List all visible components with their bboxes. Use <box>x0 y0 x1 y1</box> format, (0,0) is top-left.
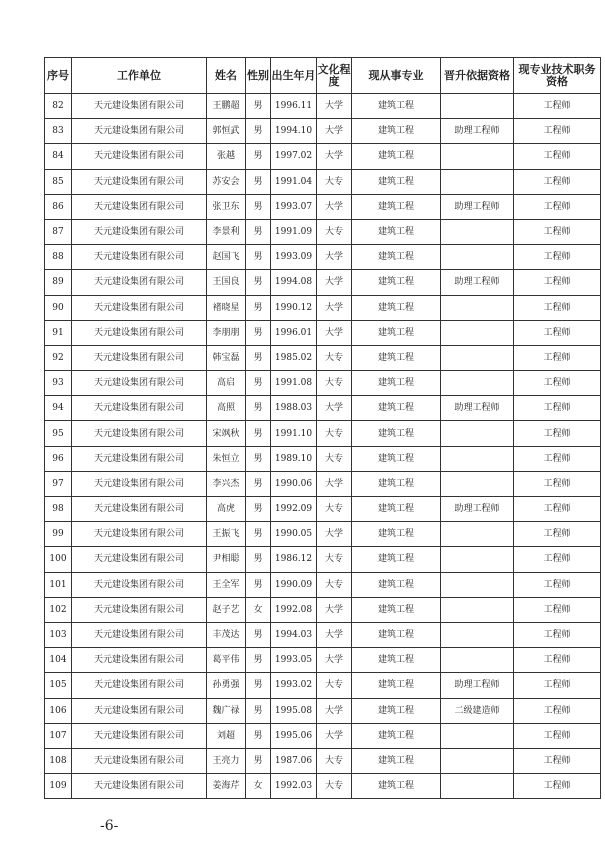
cell-employer: 天元建设集团有限公司 <box>72 245 207 270</box>
cell-index: 89 <box>45 270 72 295</box>
cell-birth: 1993.05 <box>271 648 317 673</box>
cell-name: 孙勇强 <box>207 673 246 698</box>
cell-name: 王亮力 <box>207 748 246 773</box>
cell-education: 大专 <box>317 371 352 396</box>
cell-name: 张卫东 <box>207 194 246 219</box>
cell-index: 90 <box>45 295 72 320</box>
cell-gender: 男 <box>246 194 271 219</box>
cell-basis <box>441 774 514 799</box>
cell-education: 大专 <box>317 169 352 194</box>
cell-specialty: 建筑工程 <box>352 320 441 345</box>
cell-education: 大学 <box>317 144 352 169</box>
cell-name: 高照 <box>207 396 246 421</box>
table-row <box>45 774 601 799</box>
cell-education: 大专 <box>317 572 352 597</box>
table-row <box>45 295 601 320</box>
cell-title: 工程师 <box>514 774 601 799</box>
cell-education: 大学 <box>317 698 352 723</box>
cell-gender: 男 <box>246 270 271 295</box>
cell-name: 张越 <box>207 144 246 169</box>
cell-education: 大专 <box>317 673 352 698</box>
cell-index: 95 <box>45 421 72 446</box>
cell-specialty: 建筑工程 <box>352 622 441 647</box>
cell-index: 91 <box>45 320 72 345</box>
cell-specialty: 建筑工程 <box>352 94 441 119</box>
cell-specialty: 建筑工程 <box>352 245 441 270</box>
cell-birth: 1995.06 <box>271 723 317 748</box>
cell-name: 王全军 <box>207 572 246 597</box>
table-row <box>45 522 601 547</box>
cell-employer: 天元建设集团有限公司 <box>72 748 207 773</box>
cell-specialty: 建筑工程 <box>352 648 441 673</box>
table-row <box>45 219 601 244</box>
cell-basis <box>441 345 514 370</box>
cell-employer: 天元建设集团有限公司 <box>72 270 207 295</box>
cell-name: 宋飒秋 <box>207 421 246 446</box>
cell-gender: 男 <box>246 219 271 244</box>
cell-specialty: 建筑工程 <box>352 396 441 421</box>
header-col-specialty: 现从事专业 <box>352 58 441 94</box>
cell-education: 大学 <box>317 295 352 320</box>
cell-title: 工程师 <box>514 497 601 522</box>
cell-index: 85 <box>45 169 72 194</box>
table-row <box>45 471 601 496</box>
cell-gender: 男 <box>246 622 271 647</box>
cell-title: 工程师 <box>514 446 601 471</box>
cell-gender: 男 <box>246 144 271 169</box>
cell-specialty: 建筑工程 <box>352 522 441 547</box>
cell-employer: 天元建设集团有限公司 <box>72 622 207 647</box>
cell-name: 王国良 <box>207 270 246 295</box>
cell-title: 工程师 <box>514 471 601 496</box>
cell-index: 86 <box>45 194 72 219</box>
cell-name: 王振飞 <box>207 522 246 547</box>
cell-gender: 男 <box>246 522 271 547</box>
cell-basis <box>441 446 514 471</box>
table-row <box>45 547 601 572</box>
cell-education: 大专 <box>317 446 352 471</box>
cell-employer: 天元建设集团有限公司 <box>72 371 207 396</box>
table-row <box>45 320 601 345</box>
header-col-basis: 晋升依据资格 <box>441 58 514 94</box>
cell-specialty: 建筑工程 <box>352 774 441 799</box>
header-col-name: 姓名 <box>207 58 246 94</box>
table-row <box>45 748 601 773</box>
table-header <box>45 58 601 94</box>
cell-basis <box>441 219 514 244</box>
cell-employer: 天元建设集团有限公司 <box>72 194 207 219</box>
cell-name: 褚晓星 <box>207 295 246 320</box>
cell-index: 88 <box>45 245 72 270</box>
cell-gender: 女 <box>246 774 271 799</box>
cell-employer: 天元建设集团有限公司 <box>72 723 207 748</box>
cell-title: 工程师 <box>514 396 601 421</box>
cell-gender: 男 <box>246 295 271 320</box>
cell-birth: 1997.02 <box>271 144 317 169</box>
cell-birth: 1991.10 <box>271 421 317 446</box>
cell-basis <box>441 94 514 119</box>
header-col-birth: 出生年月 <box>271 58 317 94</box>
table-row <box>45 497 601 522</box>
cell-name: 尹相聪 <box>207 547 246 572</box>
cell-birth: 1994.03 <box>271 622 317 647</box>
table-row <box>45 723 601 748</box>
cell-education: 大专 <box>317 219 352 244</box>
cell-basis: 助理工程师 <box>441 194 514 219</box>
cell-gender: 男 <box>246 320 271 345</box>
cell-basis: 助理工程师 <box>441 396 514 421</box>
table-row <box>45 673 601 698</box>
cell-title: 工程师 <box>514 94 601 119</box>
cell-gender: 男 <box>246 723 271 748</box>
cell-index: 97 <box>45 471 72 496</box>
cell-gender: 男 <box>246 471 271 496</box>
cell-specialty: 建筑工程 <box>352 723 441 748</box>
cell-basis <box>441 622 514 647</box>
cell-employer: 天元建设集团有限公司 <box>72 471 207 496</box>
cell-birth: 1990.06 <box>271 471 317 496</box>
cell-index: 102 <box>45 597 72 622</box>
table-row <box>45 194 601 219</box>
cell-basis <box>441 648 514 673</box>
cell-specialty: 建筑工程 <box>352 497 441 522</box>
cell-employer: 天元建设集团有限公司 <box>72 774 207 799</box>
cell-index: 93 <box>45 371 72 396</box>
cell-employer: 天元建设集团有限公司 <box>72 597 207 622</box>
cell-title: 工程师 <box>514 572 601 597</box>
cell-employer: 天元建设集团有限公司 <box>72 219 207 244</box>
cell-gender: 女 <box>246 597 271 622</box>
cell-index: 82 <box>45 94 72 119</box>
cell-title: 工程师 <box>514 723 601 748</box>
cell-title: 工程师 <box>514 270 601 295</box>
cell-title: 工程师 <box>514 245 601 270</box>
cell-education: 大专 <box>317 497 352 522</box>
cell-basis <box>441 169 514 194</box>
cell-index: 103 <box>45 622 72 647</box>
cell-specialty: 建筑工程 <box>352 446 441 471</box>
cell-employer: 天元建设集团有限公司 <box>72 169 207 194</box>
cell-name: 韩宝磊 <box>207 345 246 370</box>
cell-basis: 二级建造师 <box>441 698 514 723</box>
cell-title: 工程师 <box>514 522 601 547</box>
cell-education: 大学 <box>317 522 352 547</box>
personnel-table <box>44 57 601 799</box>
cell-specialty: 建筑工程 <box>352 471 441 496</box>
cell-index: 109 <box>45 774 72 799</box>
cell-name: 高启 <box>207 371 246 396</box>
cell-education: 大学 <box>317 648 352 673</box>
cell-employer: 天元建设集团有限公司 <box>72 144 207 169</box>
cell-birth: 1990.09 <box>271 572 317 597</box>
cell-index: 108 <box>45 748 72 773</box>
cell-education: 大学 <box>317 245 352 270</box>
cell-education: 大专 <box>317 345 352 370</box>
cell-specialty: 建筑工程 <box>352 219 441 244</box>
cell-index: 100 <box>45 547 72 572</box>
cell-title: 工程师 <box>514 748 601 773</box>
cell-basis <box>441 572 514 597</box>
cell-specialty: 建筑工程 <box>352 371 441 396</box>
cell-name: 丰茂达 <box>207 622 246 647</box>
cell-title: 工程师 <box>514 295 601 320</box>
cell-name: 李兴杰 <box>207 471 246 496</box>
cell-employer: 天元建设集团有限公司 <box>72 572 207 597</box>
cell-index: 99 <box>45 522 72 547</box>
cell-specialty: 建筑工程 <box>352 119 441 144</box>
header-col-gender: 性别 <box>246 58 271 94</box>
cell-name: 姜海芹 <box>207 774 246 799</box>
cell-birth: 1996.01 <box>271 320 317 345</box>
table-row <box>45 396 601 421</box>
cell-index: 107 <box>45 723 72 748</box>
cell-employer: 天元建设集团有限公司 <box>72 320 207 345</box>
cell-title: 工程师 <box>514 648 601 673</box>
cell-gender: 男 <box>246 119 271 144</box>
cell-title: 工程师 <box>514 698 601 723</box>
cell-specialty: 建筑工程 <box>352 169 441 194</box>
table-row <box>45 446 601 471</box>
cell-name: 魏广禄 <box>207 698 246 723</box>
cell-education: 大专 <box>317 547 352 572</box>
cell-specialty: 建筑工程 <box>352 194 441 219</box>
cell-gender: 男 <box>246 497 271 522</box>
cell-gender: 男 <box>246 396 271 421</box>
cell-employer: 天元建设集团有限公司 <box>72 94 207 119</box>
cell-education: 大学 <box>317 622 352 647</box>
cell-education: 大学 <box>317 396 352 421</box>
cell-index: 106 <box>45 698 72 723</box>
cell-index: 92 <box>45 345 72 370</box>
table-body <box>45 94 601 799</box>
cell-index: 105 <box>45 673 72 698</box>
cell-specialty: 建筑工程 <box>352 597 441 622</box>
cell-specialty: 建筑工程 <box>352 547 441 572</box>
table-row <box>45 270 601 295</box>
cell-birth: 1996.11 <box>271 94 317 119</box>
cell-basis: 助理工程师 <box>441 673 514 698</box>
table-row <box>45 371 601 396</box>
cell-name: 高虎 <box>207 497 246 522</box>
cell-basis <box>441 547 514 572</box>
cell-index: 84 <box>45 144 72 169</box>
table-row <box>45 144 601 169</box>
cell-name: 葛平伟 <box>207 648 246 673</box>
table-row <box>45 648 601 673</box>
table-row <box>45 622 601 647</box>
cell-employer: 天元建设集团有限公司 <box>72 522 207 547</box>
cell-name: 郭恒武 <box>207 119 246 144</box>
cell-birth: 1993.07 <box>271 194 317 219</box>
cell-basis <box>441 245 514 270</box>
cell-birth: 1992.09 <box>271 497 317 522</box>
cell-birth: 1991.08 <box>271 371 317 396</box>
cell-birth: 1994.08 <box>271 270 317 295</box>
cell-specialty: 建筑工程 <box>352 748 441 773</box>
cell-education: 大专 <box>317 774 352 799</box>
cell-specialty: 建筑工程 <box>352 421 441 446</box>
cell-title: 工程师 <box>514 119 601 144</box>
cell-index: 96 <box>45 446 72 471</box>
cell-education: 大学 <box>317 597 352 622</box>
cell-education: 大学 <box>317 471 352 496</box>
cell-basis <box>441 421 514 446</box>
cell-employer: 天元建设集团有限公司 <box>72 345 207 370</box>
cell-name: 赵国飞 <box>207 245 246 270</box>
cell-name: 王鹏超 <box>207 94 246 119</box>
cell-gender: 男 <box>246 547 271 572</box>
cell-title: 工程师 <box>514 219 601 244</box>
cell-birth: 1986.12 <box>271 547 317 572</box>
cell-education: 大学 <box>317 194 352 219</box>
cell-employer: 天元建设集团有限公司 <box>72 421 207 446</box>
cell-education: 大学 <box>317 270 352 295</box>
cell-employer: 天元建设集团有限公司 <box>72 497 207 522</box>
cell-basis: 助理工程师 <box>441 270 514 295</box>
cell-specialty: 建筑工程 <box>352 572 441 597</box>
cell-birth: 1985.02 <box>271 345 317 370</box>
cell-basis <box>441 471 514 496</box>
table-row <box>45 119 601 144</box>
cell-title: 工程师 <box>514 371 601 396</box>
cell-name: 朱恒立 <box>207 446 246 471</box>
cell-birth: 1991.09 <box>271 219 317 244</box>
cell-name: 赵子艺 <box>207 597 246 622</box>
cell-birth: 1989.10 <box>271 446 317 471</box>
cell-basis: 助理工程师 <box>441 119 514 144</box>
table-row <box>45 345 601 370</box>
cell-birth: 1988.03 <box>271 396 317 421</box>
cell-basis: 助理工程师 <box>441 497 514 522</box>
cell-index: 101 <box>45 572 72 597</box>
cell-education: 大专 <box>317 421 352 446</box>
cell-title: 工程师 <box>514 345 601 370</box>
cell-specialty: 建筑工程 <box>352 295 441 320</box>
cell-birth: 1992.03 <box>271 774 317 799</box>
header-row <box>45 58 601 94</box>
cell-title: 工程师 <box>514 144 601 169</box>
cell-education: 大专 <box>317 748 352 773</box>
table-row <box>45 169 601 194</box>
cell-basis <box>441 295 514 320</box>
table-row <box>45 94 601 119</box>
header-col-index: 序号 <box>45 58 72 94</box>
cell-name: 李景利 <box>207 219 246 244</box>
cell-title: 工程师 <box>514 194 601 219</box>
cell-gender: 男 <box>246 371 271 396</box>
cell-title: 工程师 <box>514 673 601 698</box>
cell-basis <box>441 371 514 396</box>
cell-index: 83 <box>45 119 72 144</box>
cell-gender: 男 <box>246 245 271 270</box>
cell-basis <box>441 723 514 748</box>
cell-basis <box>441 522 514 547</box>
cell-index: 87 <box>45 219 72 244</box>
cell-specialty: 建筑工程 <box>352 270 441 295</box>
cell-gender: 男 <box>246 673 271 698</box>
cell-gender: 男 <box>246 748 271 773</box>
cell-name: 苏安会 <box>207 169 246 194</box>
cell-gender: 男 <box>246 421 271 446</box>
cell-specialty: 建筑工程 <box>352 345 441 370</box>
cell-gender: 男 <box>246 698 271 723</box>
cell-gender: 男 <box>246 446 271 471</box>
cell-title: 工程师 <box>514 421 601 446</box>
cell-index: 94 <box>45 396 72 421</box>
table-row <box>45 245 601 270</box>
cell-basis <box>441 144 514 169</box>
cell-title: 工程师 <box>514 622 601 647</box>
cell-birth: 1990.12 <box>271 295 317 320</box>
cell-index: 104 <box>45 648 72 673</box>
cell-employer: 天元建设集团有限公司 <box>72 295 207 320</box>
cell-employer: 天元建设集团有限公司 <box>72 446 207 471</box>
cell-specialty: 建筑工程 <box>352 698 441 723</box>
cell-employer: 天元建设集团有限公司 <box>72 673 207 698</box>
cell-specialty: 建筑工程 <box>352 673 441 698</box>
cell-education: 大学 <box>317 723 352 748</box>
table-row <box>45 421 601 446</box>
cell-employer: 天元建设集团有限公司 <box>72 547 207 572</box>
cell-employer: 天元建设集团有限公司 <box>72 648 207 673</box>
header-col-education: 文化程度 <box>317 58 352 94</box>
cell-birth: 1987.06 <box>271 748 317 773</box>
cell-gender: 男 <box>246 94 271 119</box>
cell-basis <box>441 320 514 345</box>
page-number: -6- <box>100 818 119 834</box>
cell-education: 大学 <box>317 119 352 144</box>
cell-education: 大学 <box>317 320 352 345</box>
table-row <box>45 698 601 723</box>
table-row <box>45 572 601 597</box>
cell-basis <box>441 597 514 622</box>
cell-birth: 1992.08 <box>271 597 317 622</box>
cell-employer: 天元建设集团有限公司 <box>72 119 207 144</box>
header-col-title: 现专业技术职务资格 <box>514 58 601 94</box>
cell-birth: 1993.02 <box>271 673 317 698</box>
cell-education: 大学 <box>317 94 352 119</box>
cell-name: 刘超 <box>207 723 246 748</box>
cell-birth: 1993.09 <box>271 245 317 270</box>
cell-title: 工程师 <box>514 169 601 194</box>
cell-birth: 1995.08 <box>271 698 317 723</box>
cell-gender: 男 <box>246 169 271 194</box>
cell-gender: 男 <box>246 572 271 597</box>
cell-specialty: 建筑工程 <box>352 144 441 169</box>
cell-gender: 男 <box>246 345 271 370</box>
cell-birth: 1994.10 <box>271 119 317 144</box>
cell-employer: 天元建设集团有限公司 <box>72 698 207 723</box>
cell-title: 工程师 <box>514 547 601 572</box>
cell-birth: 1991.04 <box>271 169 317 194</box>
cell-title: 工程师 <box>514 597 601 622</box>
cell-employer: 天元建设集团有限公司 <box>72 396 207 421</box>
cell-index: 98 <box>45 497 72 522</box>
cell-name: 李朋朋 <box>207 320 246 345</box>
cell-basis <box>441 748 514 773</box>
cell-birth: 1990.05 <box>271 522 317 547</box>
cell-title: 工程师 <box>514 320 601 345</box>
table-row <box>45 597 601 622</box>
cell-gender: 男 <box>246 648 271 673</box>
header-col-employer: 工作单位 <box>72 58 207 94</box>
